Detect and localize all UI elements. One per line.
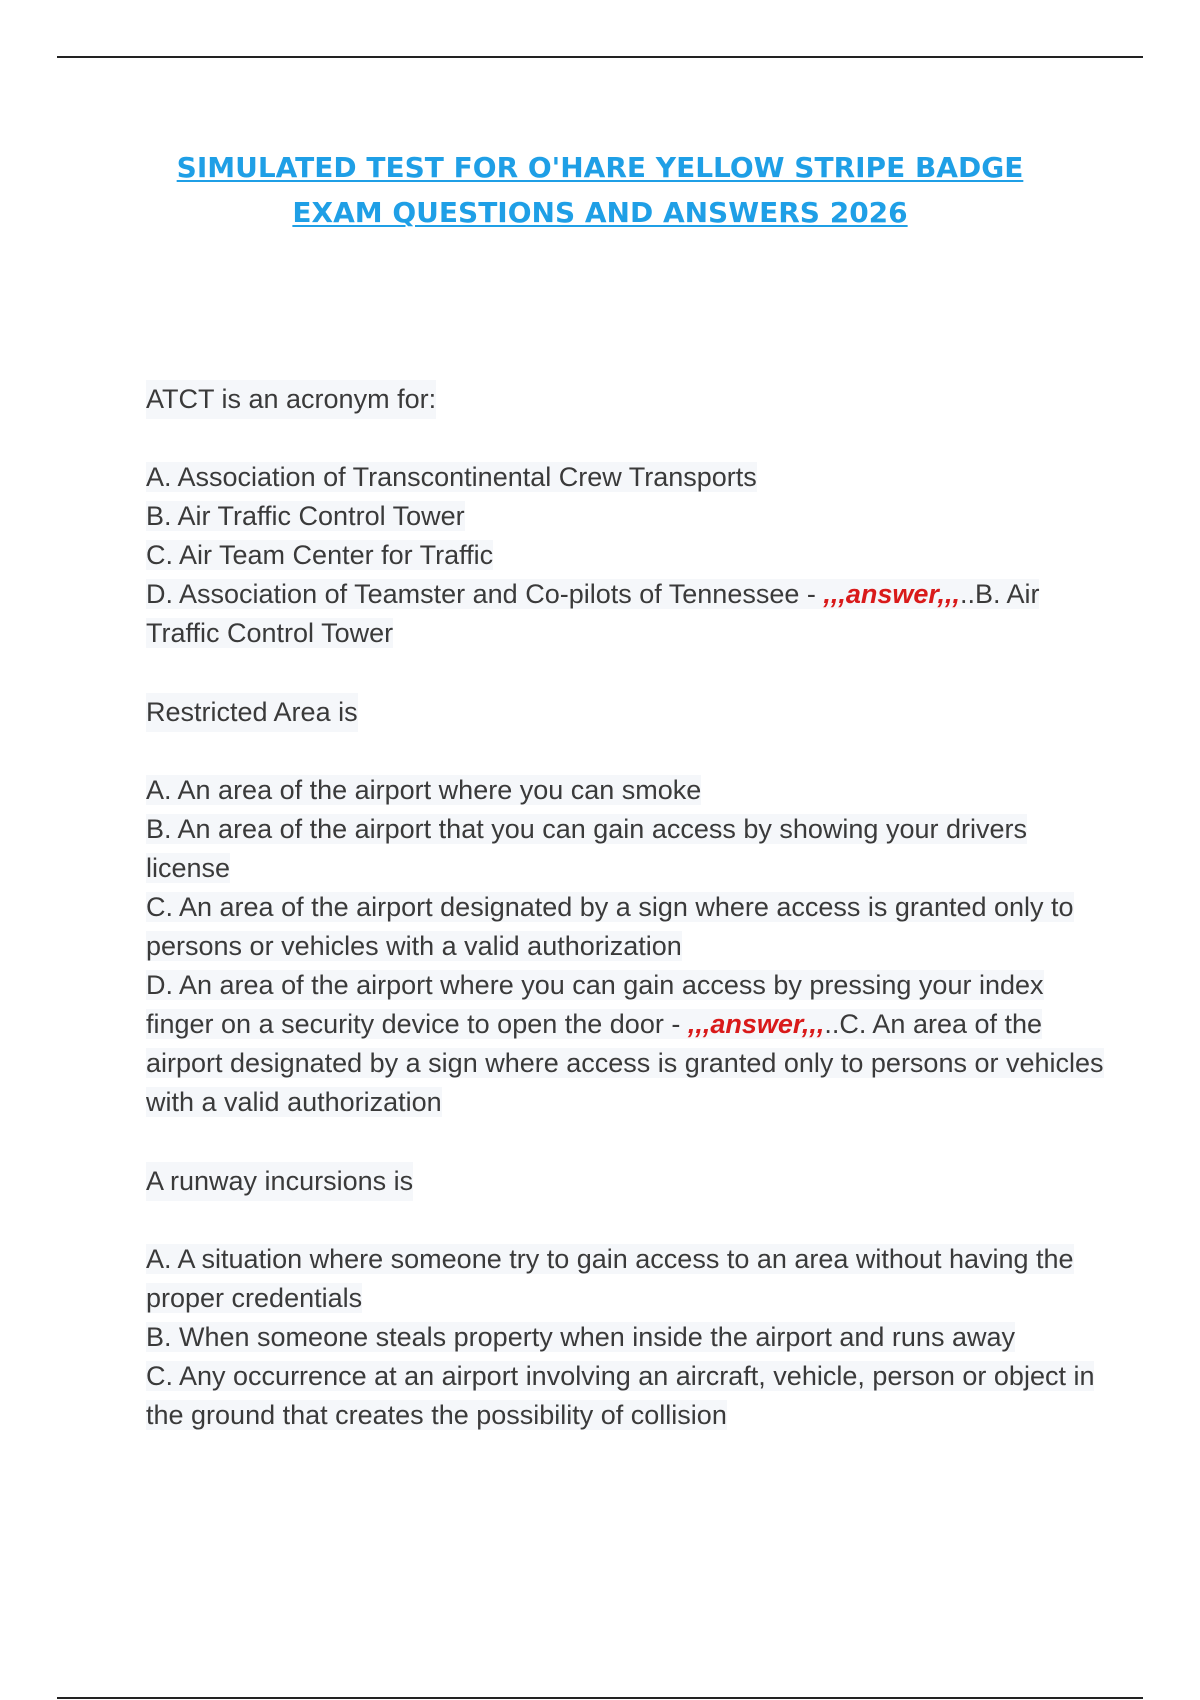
- option-d: D. Association of Teamster and Co-pilots of Tennessee - ,,,answer,,,..B. Air Traffic Control Tower: [146, 579, 1040, 648]
- option-b: B. When someone steals property when inside the airport and runs away: [146, 1322, 1015, 1352]
- question-block-3: [146, 1162, 1106, 1435]
- answer-marker: ,,,answer,,,: [823, 579, 960, 609]
- answer-text: ..C. An area of the airport designated by a sign where access is granted only to persons or vehicles with a valid authorization: [146, 1009, 1104, 1117]
- option-d: D. An area of the airport where you can gain access by pressing your index finger on a security device to open the door - ,,,answer,,,..C. An area of the airport designated by a sign where access is granted only to persons or vehicles with a valid authorization: [146, 970, 1104, 1117]
- question-text: ATCT is an acronym for:: [146, 380, 436, 419]
- option-c: C. Air Team Center for Traffic: [146, 540, 494, 570]
- answer-text: ..B. Air Traffic Control Tower: [146, 579, 1040, 648]
- question-text: A runway incursions is: [146, 1162, 413, 1201]
- option-a: A. A situation where someone try to gain access to an area without having the proper credentials: [146, 1244, 1074, 1313]
- question-block-2: [146, 693, 1106, 1122]
- answer-marker: ,,,answer,,,: [687, 1009, 825, 1039]
- title-line-1: SIMULATED TEST FOR O'HARE YELLOW STRIPE BADGE: [176, 151, 1024, 184]
- question-block-1: [146, 380, 1106, 653]
- option-b: B. Air Traffic Control Tower: [146, 501, 465, 531]
- option-b: B. An area of the airport that you can gain access by showing your drivers license: [146, 814, 1027, 883]
- option-c: C. An area of the airport designated by a sign where access is granted only to persons or vehicles with a valid authorization: [146, 892, 1074, 961]
- header-rule: [57, 56, 1143, 58]
- title-line-2: EXAM QUESTIONS AND ANSWERS 2026: [292, 196, 908, 229]
- option-c: C. Any occurrence at an airport involving an aircraft, vehicle, person or object in the ground that creates the possibility of collision: [146, 1361, 1095, 1430]
- option-a: A. Association of Transcontinental Crew Transports: [146, 462, 757, 492]
- question-list: [146, 380, 1106, 1475]
- document-title: [100, 145, 1100, 235]
- footer-rule: [57, 1697, 1143, 1699]
- option-a: A. An area of the airport where you can smoke: [146, 775, 702, 805]
- question-text: Restricted Area is: [146, 693, 358, 732]
